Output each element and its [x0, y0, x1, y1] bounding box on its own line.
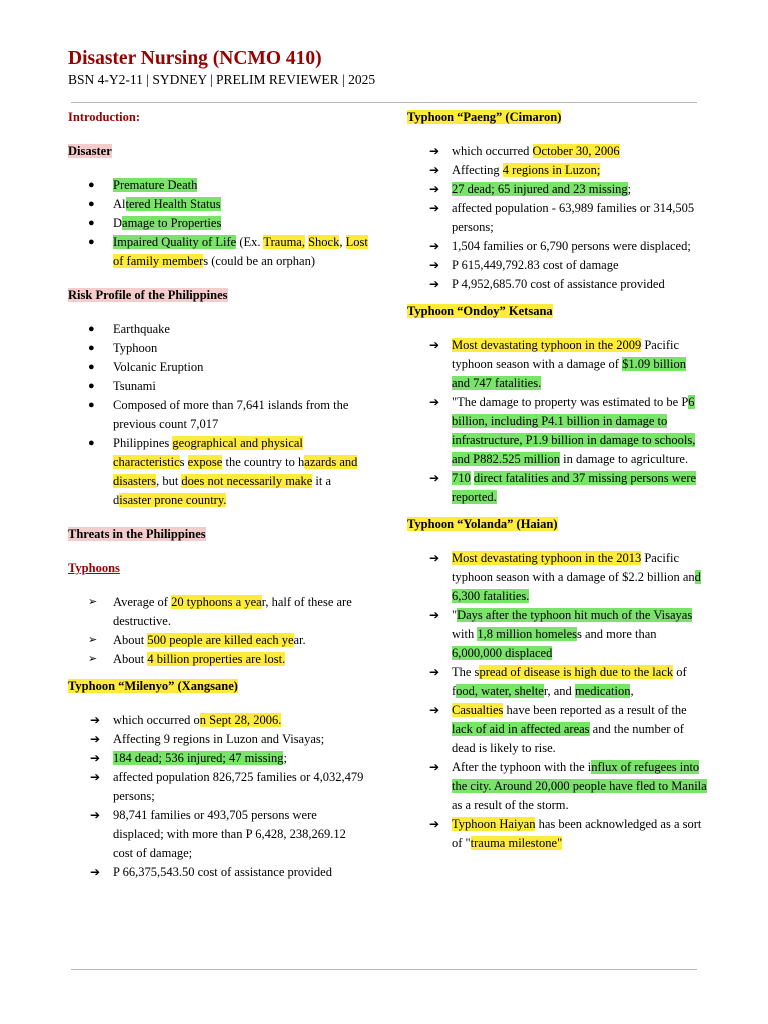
text-segment: 4 regions in Luzon;	[502, 163, 601, 177]
arrow-bullet-icon: ➔	[429, 144, 440, 158]
bullet-icon: ●	[88, 198, 95, 210]
disaster-heading: Disaster	[68, 144, 112, 158]
list-item	[68, 339, 368, 358]
yolanda-heading: Typhoon “Yolanda” (Haian)	[407, 517, 558, 531]
text-segment: trauma milestone"	[470, 836, 563, 850]
text-segment: Composed of more than 7,641 islands from the previous count 7,017	[113, 398, 349, 431]
text-segment: s and more than	[577, 627, 657, 641]
text-segment: has been acknowledged as a sort of "	[452, 817, 702, 850]
text-segment: $1.09 billion and 747 fatalities.	[452, 357, 687, 390]
right-column	[407, 108, 707, 853]
arrow-bullet-icon: ➔	[429, 182, 440, 196]
list-item	[68, 434, 368, 510]
text-segment: Most devastating typhoon in the 2013	[452, 551, 642, 565]
text-segment: ;	[627, 182, 632, 196]
list-item	[407, 142, 707, 161]
list-item	[68, 768, 368, 806]
list-item	[407, 663, 707, 701]
arrow-bullet-icon: ➔	[90, 713, 101, 727]
list-item	[407, 606, 707, 663]
risk-profile-list	[68, 320, 368, 510]
milenyo-heading: Typhoon “Milenyo” (Xangsane)	[68, 679, 238, 693]
text-segment: Premature Death	[113, 178, 198, 192]
arrow-bullet-icon: ➔	[429, 163, 440, 177]
chevron-bullet-icon: ➢	[88, 653, 98, 665]
bullet-icon: ●	[88, 342, 95, 354]
text-segment: r, and	[543, 684, 575, 698]
ondoy-heading: Typhoon “Ondoy” Ketsana	[407, 304, 553, 318]
arrow-bullet-icon: ➔	[429, 338, 440, 352]
text-segment: 27 dead; 65 injured and 23 missing	[452, 182, 628, 196]
arrow-bullet-icon: ➔	[429, 258, 440, 272]
text-segment: medication	[574, 684, 631, 698]
list-item	[407, 758, 707, 815]
bullet-icon: ●	[88, 437, 95, 449]
text-segment: Volcanic Eruption	[113, 360, 204, 374]
list-item	[68, 195, 368, 214]
arrow-bullet-icon: ➔	[90, 808, 101, 822]
list-item	[407, 237, 707, 256]
list-item	[68, 176, 368, 195]
text-segment: tered Health Status	[125, 197, 221, 211]
list-item	[68, 396, 368, 434]
disaster-list	[68, 176, 368, 271]
arrow-bullet-icon: ➔	[90, 865, 101, 879]
text-segment: Al	[113, 197, 126, 211]
list-item	[407, 549, 707, 606]
text-segment: D	[113, 216, 123, 230]
text-segment: affected population - 63,989 families or 314,505 persons;	[452, 201, 695, 234]
text-segment: which occurred	[452, 144, 533, 158]
text-segment: s (could be an orphan)	[203, 254, 316, 268]
text-segment: expose	[187, 455, 223, 469]
text-segment: of f	[452, 665, 687, 698]
text-segment: which occurred o	[113, 713, 200, 727]
text-segment: "	[452, 608, 458, 622]
text-segment: isaster prone country.	[119, 493, 227, 507]
list-item	[407, 815, 707, 853]
document-subtitle: BSN 4-Y2-11 | SYDNEY | PRELIM REVIEWER | 2025	[68, 72, 376, 87]
bullet-icon: ●	[88, 217, 95, 229]
text-segment: Days after the typhoon hit much of the Visayas	[457, 608, 693, 622]
text-segment: ;	[283, 751, 287, 765]
list-item	[68, 631, 368, 650]
list-item	[407, 469, 707, 507]
text-segment: s	[179, 455, 188, 469]
text-segment: 6,000,000 displaced	[452, 646, 553, 660]
arrow-bullet-icon: ➔	[90, 732, 101, 746]
chevron-bullet-icon: ➢	[88, 596, 98, 608]
list-item	[407, 256, 707, 275]
text-segment: (Ex.	[236, 235, 264, 249]
text-segment: lack of aid in affected areas	[452, 722, 590, 736]
text-segment: n Sept 28, 2006.	[199, 713, 282, 727]
arrow-bullet-icon: ➔	[429, 239, 440, 253]
arrow-bullet-icon: ➔	[429, 665, 440, 679]
threats-heading: Threats in the Philippines	[68, 527, 206, 541]
text-segment: Typhoon	[113, 341, 158, 355]
text-segment: r, half of these are destructive.	[113, 595, 352, 628]
risk-profile-heading: Risk Profile of the Philippines	[68, 288, 228, 302]
list-item	[68, 358, 368, 377]
paeng-heading: Typhoon “Paeng” (Cimaron)	[407, 110, 562, 124]
text-segment: Earthquake	[113, 322, 170, 336]
text-segment: Trauma,	[263, 235, 305, 249]
arrow-bullet-icon: ➔	[429, 277, 440, 291]
list-item	[68, 650, 368, 669]
paeng-list	[407, 142, 707, 294]
list-item	[407, 701, 707, 758]
text-segment: 1,8 million homeles	[477, 627, 578, 641]
text-segment: ,	[339, 235, 346, 249]
text-segment: About	[113, 652, 148, 666]
yolanda-list	[407, 549, 707, 853]
text-segment: Pacific typhoon season with a damage of	[452, 338, 680, 371]
text-segment: geographical and physical characteristic	[113, 436, 303, 469]
text-segment: Average of	[113, 595, 172, 609]
bullet-icon: ●	[88, 323, 95, 335]
text-segment: does not necessarily make	[181, 474, 313, 488]
introduction-heading: Introduction:	[68, 110, 141, 124]
text-segment: affected population 826,725 families or 4,032,479 persons;	[113, 770, 364, 803]
arrow-bullet-icon: ➔	[429, 760, 440, 774]
text-segment: Casualties	[452, 703, 504, 717]
left-column	[68, 108, 368, 882]
list-item	[68, 863, 368, 882]
arrow-bullet-icon: ➔	[90, 770, 101, 784]
text-segment: The s	[452, 665, 480, 679]
arrow-bullet-icon: ➔	[429, 817, 440, 831]
typhoons-heading: Typhoons	[68, 561, 120, 575]
text-segment: Pacific typhoon season with a damage of $2.2 billion an	[452, 551, 695, 584]
text-segment: with	[452, 627, 478, 641]
text-segment: amage to Properties	[122, 216, 222, 230]
text-segment: Affecting 9 regions in Luzon and Visayas;	[113, 732, 325, 746]
document-title: Disaster Nursing (NCMO 410)	[68, 48, 322, 69]
text-segment: as a result of the storm.	[452, 798, 569, 812]
bullet-icon: ●	[88, 179, 95, 191]
arrow-bullet-icon: ➔	[429, 551, 440, 565]
text-segment: have been reported as a result of the	[503, 703, 687, 717]
text-segment: Lost of family member	[113, 235, 368, 268]
text-segment: ar.	[293, 633, 306, 647]
text-segment: Affecting	[452, 163, 503, 177]
bullet-icon: ●	[88, 380, 95, 392]
text-segment: d 6,300 fatalities.	[452, 570, 701, 603]
text-segment: 98,741 families or 493,705 persons were displaced; with more than P 6,428, 238,269.12 cost of damage;	[113, 808, 346, 860]
text-segment: 184 dead; 536 injured; 47 missing	[113, 751, 284, 765]
text-segment: Impaired Quality of Life	[113, 235, 237, 249]
text-segment: ,	[630, 684, 634, 698]
list-item	[68, 593, 368, 631]
bullet-icon: ●	[88, 361, 95, 373]
text-segment: P 615,449,792.83 cost of damage	[452, 258, 619, 272]
text-segment: Shock	[308, 235, 340, 249]
text-segment: After the typhoon with the i	[452, 760, 592, 774]
list-item	[68, 749, 368, 768]
text-segment: azards and disasters	[113, 455, 358, 488]
list-item	[407, 275, 707, 294]
arrow-bullet-icon: ➔	[90, 751, 101, 765]
arrow-bullet-icon: ➔	[429, 703, 440, 717]
typhoons-list	[68, 593, 368, 669]
text-segment: 20 typhoons a yea	[171, 595, 262, 609]
list-item	[68, 320, 368, 339]
text-segment: in damage to agriculture.	[560, 452, 689, 466]
list-item	[68, 377, 368, 396]
text-segment: pread of disease is high due to the lack	[479, 665, 674, 679]
top-divider	[71, 102, 697, 103]
ondoy-list	[407, 336, 707, 507]
text-segment: October 30, 2006	[532, 144, 620, 158]
arrow-bullet-icon: ➔	[429, 201, 440, 215]
list-item	[407, 161, 707, 180]
arrow-bullet-icon: ➔	[429, 608, 440, 622]
list-item	[407, 336, 707, 393]
list-item	[68, 233, 368, 271]
list-item	[407, 199, 707, 237]
text-segment: , but	[156, 474, 182, 488]
text-segment: the country to h	[222, 455, 305, 469]
text-segment: it a d	[113, 474, 332, 507]
list-item	[407, 180, 707, 199]
text-segment: 710	[452, 471, 471, 485]
arrow-bullet-icon: ➔	[429, 395, 440, 409]
text-segment: "The damage to property was estimated to be P	[452, 395, 689, 409]
bottom-divider	[71, 969, 697, 970]
arrow-bullet-icon: ➔	[429, 471, 440, 485]
chevron-bullet-icon: ➢	[88, 634, 98, 646]
text-segment: 4 billion properties are lost.	[147, 652, 286, 666]
list-item	[68, 214, 368, 233]
text-segment: Tsunami	[113, 379, 156, 393]
text-segment: and the number of dead is likely to rise.	[452, 722, 684, 755]
text-segment: Typhoon Haiyan	[452, 817, 536, 831]
text-segment: Philippines	[113, 436, 173, 450]
milenyo-list	[68, 711, 368, 882]
list-item	[68, 711, 368, 730]
text-segment: 6 billion, including P4.1 billion in damage to infrastructure, P1.9 billion in damage to schools, and P882.525 million	[452, 395, 696, 466]
text-segment: ood, water, shelte	[456, 684, 544, 698]
list-item	[407, 393, 707, 469]
bullet-icon: ●	[88, 399, 95, 411]
text-segment: Most devastating typhoon in the 2009	[452, 338, 642, 352]
text-segment: P 4,952,685.70 cost of assistance provided	[452, 277, 665, 291]
list-item	[68, 806, 368, 863]
list-item	[68, 730, 368, 749]
text-segment: 1,504 families or 6,790 persons were displaced;	[452, 239, 691, 253]
text-segment: nflux of refugees into the city. Around 20,000 people have fled to Manila	[452, 760, 707, 793]
text-segment: About	[113, 633, 148, 647]
text-segment: direct fatalities and 37 missing persons were reported.	[452, 471, 697, 504]
text-segment: 500 people are killed each ye	[147, 633, 294, 647]
bullet-icon: ●	[88, 236, 95, 248]
text-segment: P 66,375,543.50 cost of assistance provided	[113, 865, 332, 879]
